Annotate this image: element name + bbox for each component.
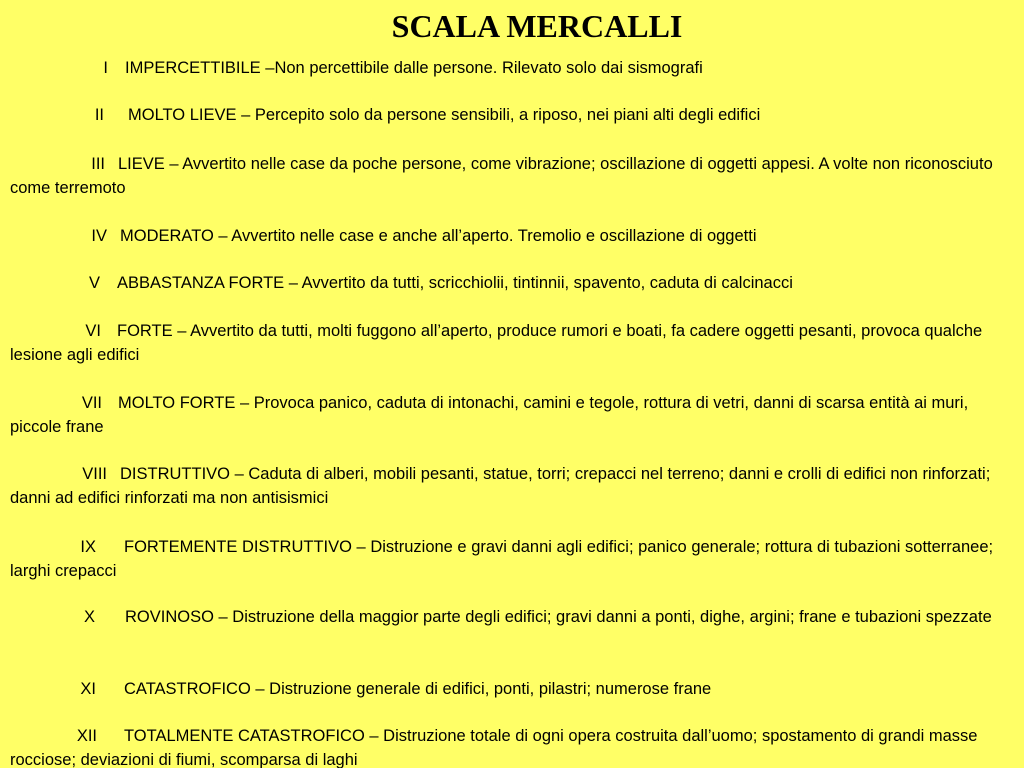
scale-numeral: II — [94, 106, 104, 124]
scale-entry-ii — [10, 103, 1016, 127]
scale-entry-x — [10, 605, 1016, 629]
scale-numeral: V — [88, 274, 100, 292]
scale-description: Provoca panico, caduta di intonachi, camini e tegole, rottura di vetri, danni di scarsa entità ai muri, piccole frane — [10, 394, 969, 436]
scale-separator: – — [230, 465, 249, 483]
scale-description: Percepito solo da persone sensibili, a riposo, nei piani alti degli edifici — [254, 106, 761, 124]
scale-description: Avvertito nelle case da poche persone, come vibrazione; oscillazione di oggetti appesi. A volte non riconosciuto come terremoto — [10, 155, 993, 197]
scale-separator: – — [235, 394, 254, 412]
scale-entry-xii — [10, 724, 1016, 768]
scale-description: Distruzione e gravi danni agli edifici; panico generale; rottura di tubazioni sotterranee; larghi crepacci — [10, 538, 994, 580]
scale-level-name: TOTALMENTE CATASTROFICO — [124, 727, 365, 745]
scale-entry-ix — [10, 535, 1016, 583]
scale-separator: – — [250, 680, 270, 698]
scale-level-name: CATASTROFICO — [124, 680, 251, 698]
slide-title: SCALA MERCALLI — [391, 8, 683, 44]
scale-numeral: VI — [85, 322, 101, 340]
scale-separator: – — [364, 727, 384, 745]
scale-entry-vii — [10, 391, 1016, 439]
scale-entry-v — [10, 271, 1016, 295]
scale-numeral: VII — [81, 394, 102, 412]
scale-level-name: LIEVE — [118, 155, 165, 173]
scale-description: Avvertito da tutti, scricchiolii, tintinnii, spavento, caduta di calcinacci — [301, 274, 793, 292]
scale-description: Non percettibile dalle persone. Rilevato solo dai sismografi — [274, 59, 703, 77]
scale-entry-iv — [10, 224, 1016, 248]
scale-numeral: IV — [91, 227, 107, 245]
scale-level-name: FORTEMENTE DISTRUTTIVO — [124, 538, 352, 556]
scale-level-name: MOLTO LIEVE — [128, 106, 237, 124]
scale-separator: – — [236, 106, 255, 124]
scale-description: Distruzione totale di ogni opera costruita dall’uomo; spostamento di grandi masse rocciose; deviazioni di fiumi, scomparsa di laghi — [10, 727, 978, 768]
scale-separator: – — [284, 274, 302, 292]
scale-separator: – — [351, 538, 371, 556]
scale-description: Distruzione generale di edifici, ponti, pilastri; numerose frane — [269, 680, 712, 698]
scale-separator: – — [164, 155, 183, 173]
scale-level-name: IMPERCETTIBILE — [125, 59, 261, 77]
scale-numeral: X — [83, 608, 95, 626]
scale-entry-viii — [10, 462, 1016, 510]
scale-separator: – — [172, 322, 191, 340]
scale-level-name: ROVINOSO — [125, 608, 214, 626]
scale-separator: – — [260, 59, 275, 77]
scale-numeral: VIII — [82, 465, 107, 483]
scale-numeral: XI — [80, 680, 96, 698]
scale-entry-vi — [10, 319, 1016, 367]
scale-description: Avvertito nelle case e anche all’aperto. Tremolio e oscillazione di oggetti — [231, 227, 757, 245]
scale-entry-i — [10, 56, 1016, 80]
scale-numeral: XII — [76, 727, 97, 745]
scale-entry-iii — [10, 152, 1016, 200]
scale-entry-xi — [10, 677, 1016, 701]
scale-numeral: IX — [80, 538, 96, 556]
scale-numeral: III — [91, 155, 105, 173]
scale-level-name: ABBASTANZA FORTE — [117, 274, 285, 292]
scale-level-name: DISTRUTTIVO — [120, 465, 230, 483]
scale-separator: – — [213, 227, 232, 245]
scale-level-name: MODERATO — [120, 227, 214, 245]
scale-description: Caduta di alberi, mobili pesanti, statue, torri; crepacci nel terreno; danni e crolli di edifici non rinforzati; danni ad edifici rinforzati ma non antisismici — [10, 465, 991, 507]
scale-description: Distruzione della maggior parte degli edifici; gravi danni a ponti, dighe, argini; frane e tubazioni spezzate — [232, 608, 992, 626]
scale-level-name: FORTE — [117, 322, 173, 340]
scale-separator: – — [213, 608, 233, 626]
scale-level-name: MOLTO FORTE — [118, 394, 236, 412]
scale-description: Avvertito da tutti, molti fuggono all’aperto, produce rumori e boati, fa cadere oggetti pesanti, provoca qualche lesione agli edifici — [10, 322, 983, 364]
scale-numeral: I — [103, 59, 108, 77]
